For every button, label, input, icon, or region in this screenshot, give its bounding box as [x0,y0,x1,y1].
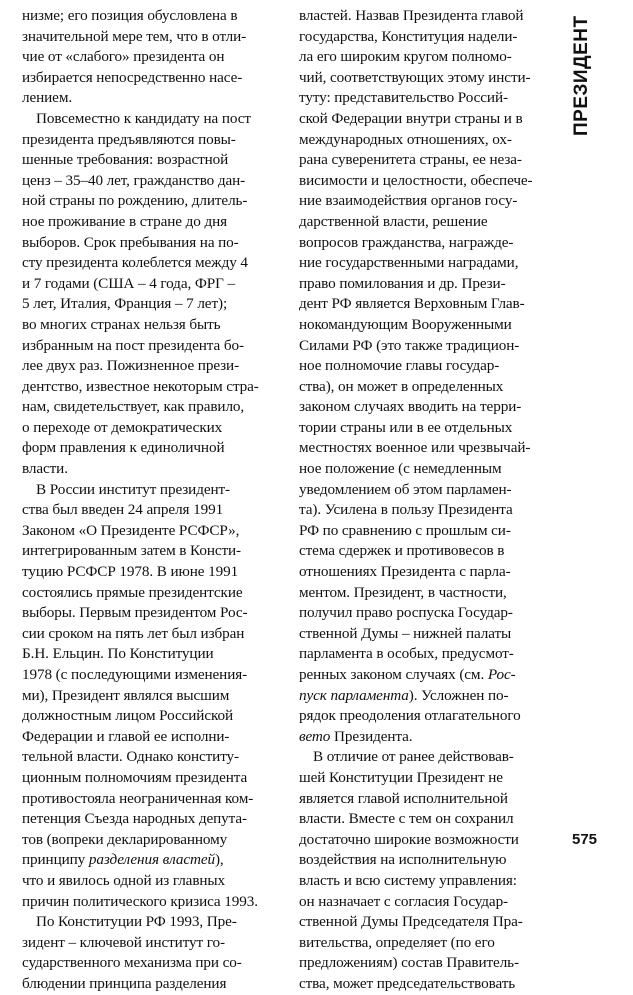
text-line [22,850,286,871]
text-line [299,665,561,686]
paragraph [299,747,561,994]
text-line: он назначает с согласия Государ- [299,892,509,910]
text-line: является главой исполнительной [299,789,508,807]
text-line: избирается непосредственно насе- [22,68,243,86]
text-line: ное полномочие главы государ- [299,357,500,375]
text-line: что и явилось одной из главных [22,871,226,889]
text-line: выборов. Срок пребывания на по- [22,233,239,251]
text-line: достаточно широкие возможности [299,830,519,848]
text-line: Повсеместно к кандидату на пост [36,109,251,127]
text-fragment: Президента. [330,727,413,745]
text-line: ментом. Президент, в частности, [299,583,507,601]
text-line: отношениях Президента с парла- [299,563,511,581]
cross-reference: вето [299,727,331,745]
text-fragment: ). Усложнен по- [408,686,509,704]
text-line: ное проживание в стране до дня [22,212,227,230]
text-line: зидент – ключевой институт го- [22,933,225,951]
text-line: сударственного механизма при со- [22,954,242,972]
text-line: власть и всю систему управления: [299,871,517,889]
text-line: ние взаимодействия органов госу- [299,192,518,210]
paragraph [22,109,286,480]
text-line: лее двух раз. Пожизненное прези- [22,357,240,375]
text-line: властей. Назвав Президента главой [299,7,524,24]
text-line: интегрированным затем в Консти- [22,542,242,560]
text-line: 1978 (с последующими изменения- [22,666,248,683]
text-line: тельной власти. Однако конститу- [22,748,240,766]
text-line: местностях военное или чрезвычай- [299,439,531,457]
page-header-title: ПРЕЗИДЕНТ [571,15,592,136]
text-line: о переходе от демократических [22,418,223,436]
text-line: и 7 годами (США – 4 года, ФРГ – [22,274,235,292]
text-line: дарственной власти, решение [299,212,488,230]
text-line [299,686,561,707]
text-line: тов (вопреки декларированному [22,830,228,848]
text-line: президента предъявляются повы- [22,130,236,148]
text-line: В отличие от ранее действовав- [313,748,514,766]
text-line: избранным на пост президента бо- [22,336,244,354]
text-line: ми), Президент являлся высшим [22,686,230,704]
text-line: ства, может председательствовать [299,974,516,992]
text-line: Федерации и главой ее исполни- [22,727,230,745]
text-line: тории страны или в ее отдельных [299,418,513,436]
text-line: ционным полномочиям президента [22,768,248,786]
text-line: сии сроком на пять лет был избран [22,624,245,642]
text-line: низме; его позиция обусловлена в [22,7,238,24]
text-line: В России институт президент- [36,480,230,498]
text-line: ние государственными наградами, [299,254,519,272]
text-line: ской Федерации внутри страны и в [299,109,523,127]
text-line: та). Усилена в пользу Президента [299,501,513,519]
text-line: петенция Съезда народных депута- [22,810,247,828]
text-line: блюдении принципа разделения [22,974,227,992]
text-line: во многих странах нельзя быть [22,315,221,333]
text-line [299,727,561,748]
text-line: сту президента колеблется между 4 [22,254,248,272]
text-line: противостояла неограниченная ком- [22,789,254,807]
text-line: право помилования и др. Прези- [299,274,506,292]
text-line: висимости и целостности, обеспече- [299,171,533,189]
text-line: ла его широким кругом полномо- [299,48,512,66]
text-fragment: принципу [22,851,89,869]
text-line: ное положение (с немедленным [299,460,502,478]
text-line: власти. [22,460,68,478]
text-line: рядок преодоления отлагательного [299,707,521,725]
text-line: вительства, определяет (по его [299,933,495,951]
text-line: уведомлением об этом парламен- [299,480,512,498]
text-line: международных отношениях, ох- [299,130,512,148]
right-text-column [299,6,561,995]
paragraph [22,480,286,912]
text-line: нам, свидетельствует, как правило, [22,398,245,416]
text-line: ной страны по рождению, длитель- [22,192,248,210]
cross-reference: пуск парламента [299,686,409,704]
text-line: дентство, известное некоторым стра- [22,377,259,395]
text-line: Законом «О Президенте РСФСР», [22,521,240,539]
cross-reference: разделения властей [88,851,215,869]
paragraph [22,912,286,994]
text-line: лением. [22,89,73,107]
text-line: 5 лет, Италия, Франция – 7 лет); [22,295,228,313]
paragraph [22,6,286,109]
text-fragment: ренных законом случаях (см. [299,666,488,683]
text-line: шенные требования: возрастной [22,151,229,169]
text-line: получил право роспуска Государ- [299,604,513,622]
text-line: государства, Конституция надели- [299,27,518,45]
text-line: ства), он может в определенных [299,377,504,395]
cross-reference: Рос- [487,666,516,683]
text-line: рана суверенитета страны, ее неза- [299,151,522,169]
text-line: По Конституции РФ 1993, Пре- [36,913,237,931]
text-line: должностным лицом Российской [22,707,234,725]
paragraph [299,6,561,747]
text-line: предложениям) состав Правитель- [299,954,519,972]
text-line: дент РФ является Верховным Глав- [299,295,525,313]
text-line: туту: представительство Россий- [299,89,508,107]
text-line: власти. Вместе с тем он сохранил [299,810,514,828]
text-line: парламента в особых, предусмот- [299,645,514,663]
left-text-column [22,6,286,995]
text-fragment: ), [214,851,224,869]
text-line: Б.Н. Ельцин. По Конституции [22,645,214,663]
text-line: вопросов гражданства, награжде- [299,233,514,251]
text-line: Силами РФ (это также традицион- [299,336,520,354]
page-number: 575 [572,831,598,848]
text-line: ственной Думы – нижней палаты [299,624,512,642]
text-line: воздействия на исполнительную [299,851,507,869]
text-line: ства был введен 24 апреля 1991 [22,501,224,519]
text-line: чие от «слабого» президента он [22,48,225,66]
text-line: состоялись прямые президентские [22,583,243,601]
text-line: ственной Думы Председателя Пра- [299,913,523,931]
text-line: ценз – 35–40 лет, гражданство дан- [22,171,246,189]
text-line: нокомандующим Вооруженными [299,315,512,333]
text-line: причин политического кризиса 1993. [22,892,258,910]
text-line: форм правления к единоличной [22,439,225,457]
text-line: туцию РСФСР 1978. В июне 1991 [22,563,239,581]
text-line: шей Конституции Президент не [299,768,503,786]
text-line: РФ по сравнению с прошлым си- [299,521,511,539]
text-line: законом случаях вводить на терри- [299,398,522,416]
text-line: чий, соответствующих этому инсти- [299,68,531,86]
text-line: стема сдержек и противовесов в [299,542,505,560]
text-line: значительной мере тем, что в отли- [22,27,247,45]
text-line: выборы. Первым президентом Рос- [22,604,248,622]
